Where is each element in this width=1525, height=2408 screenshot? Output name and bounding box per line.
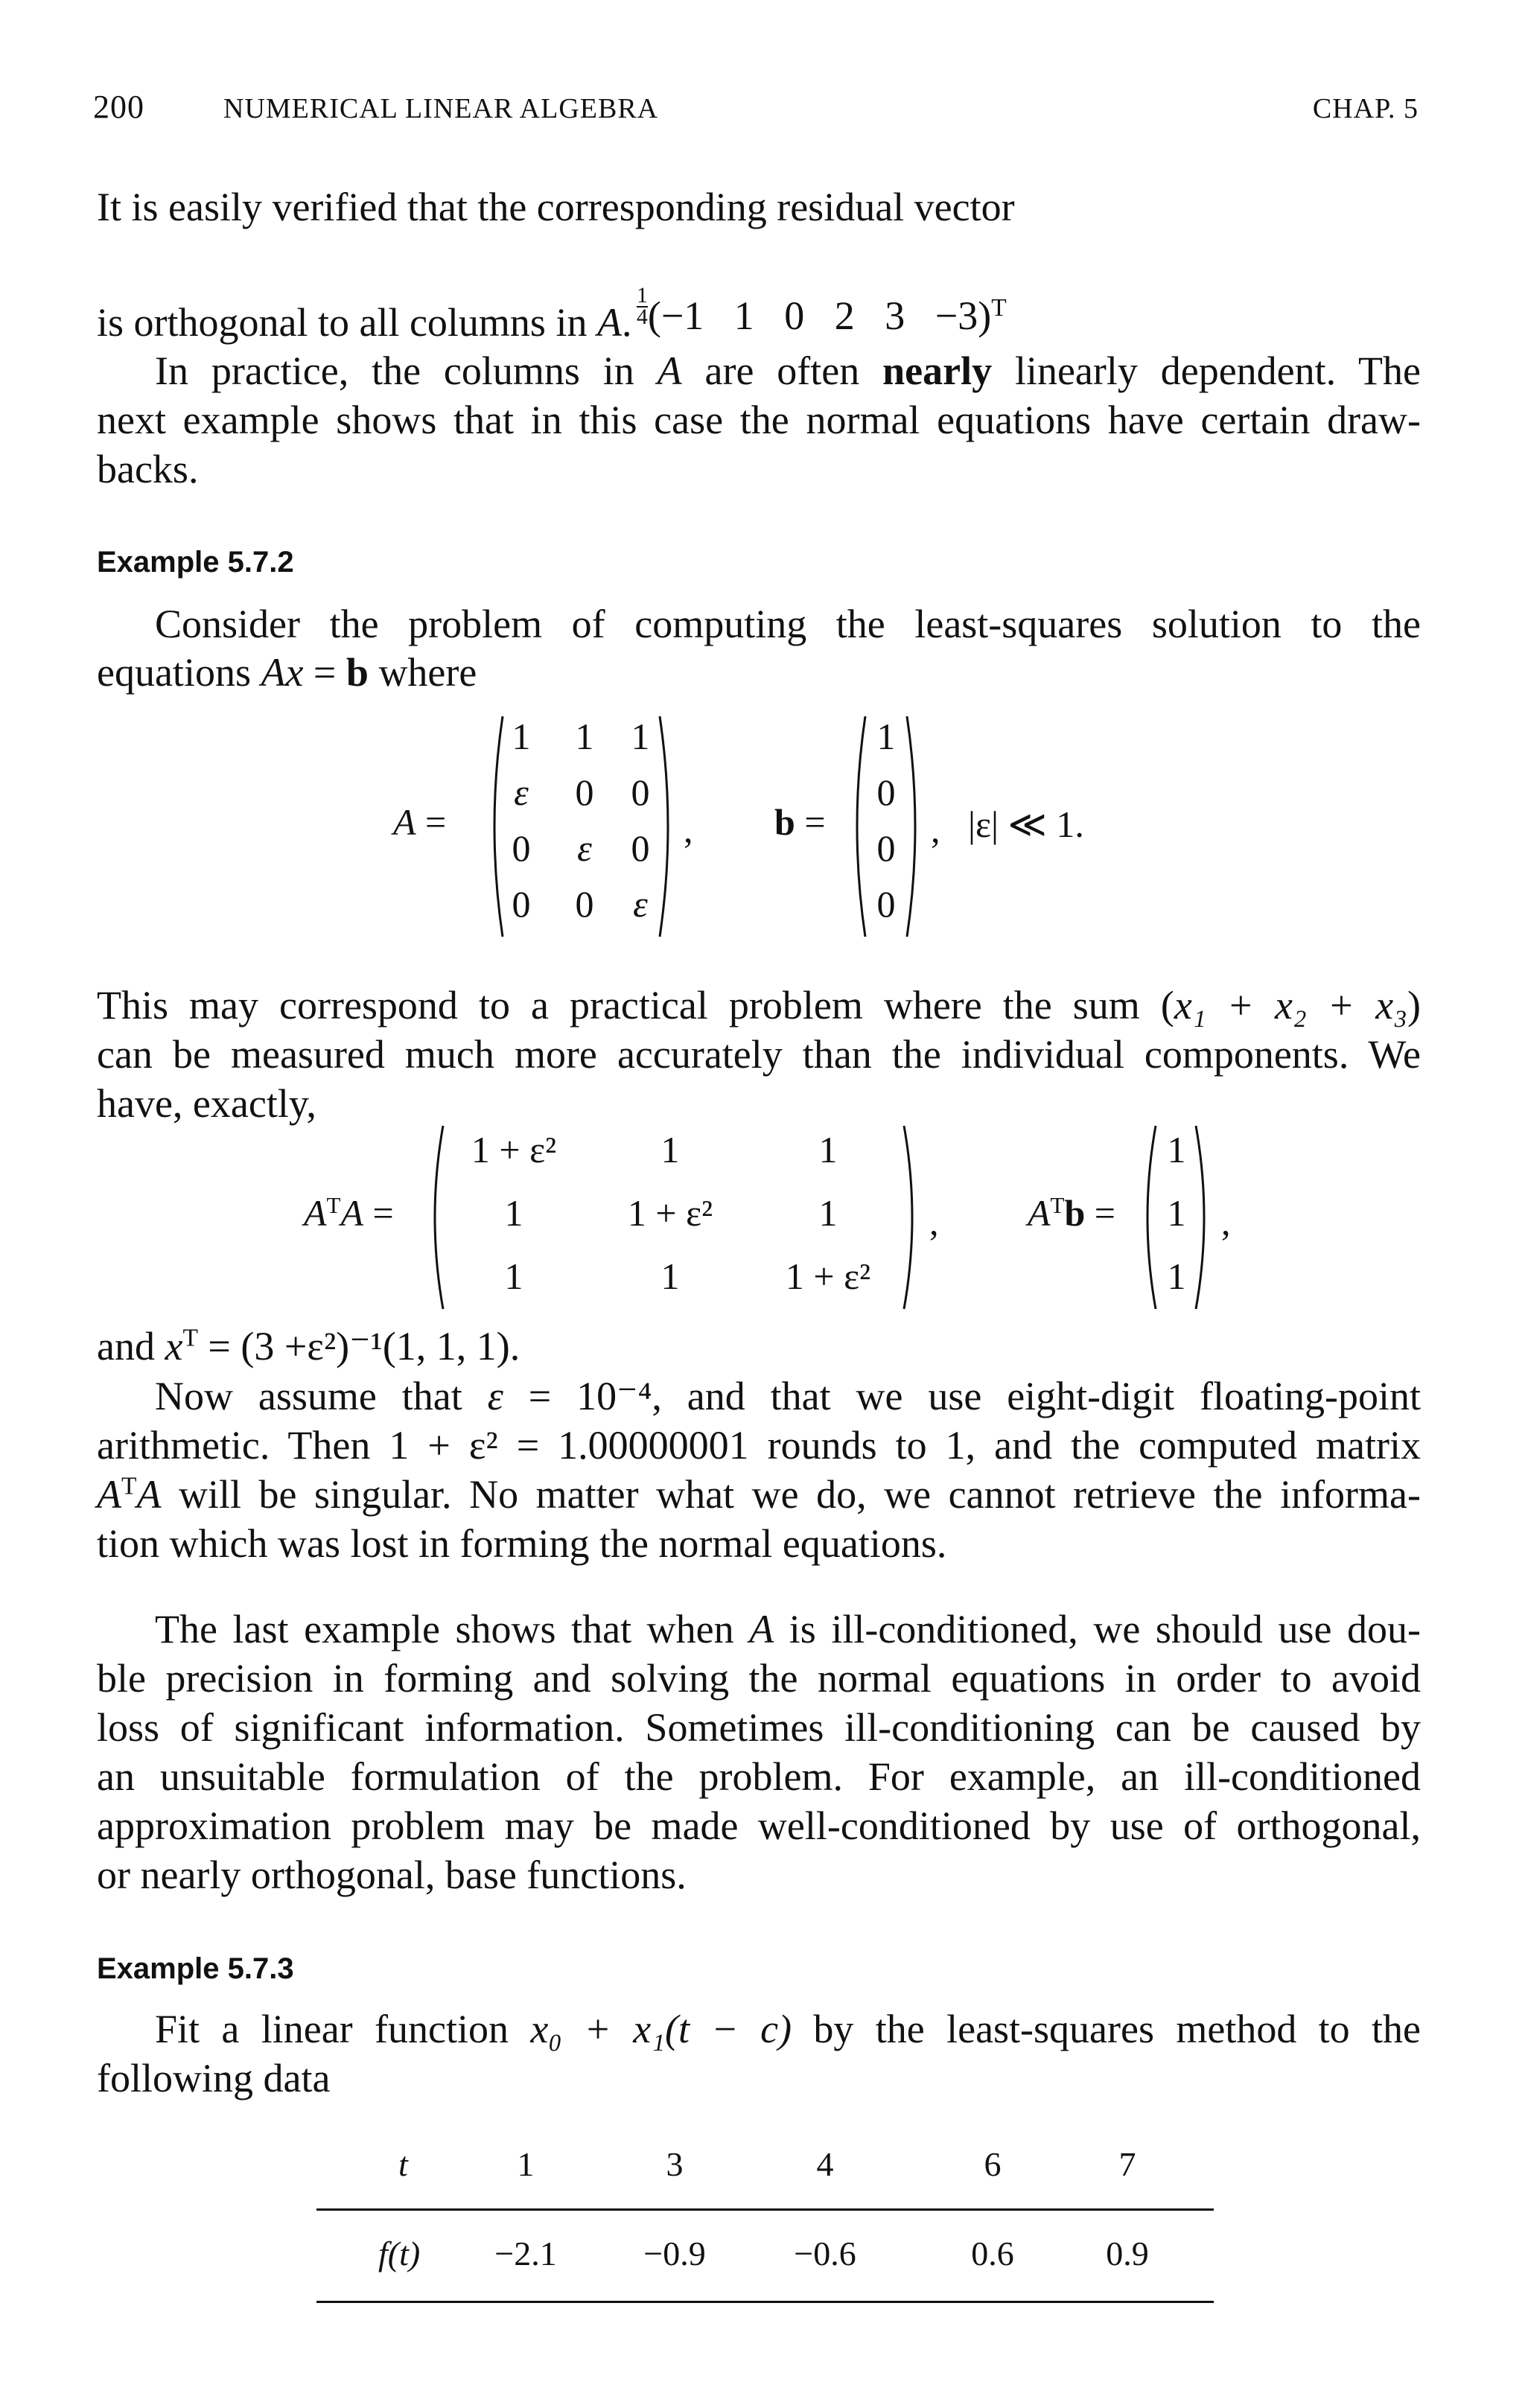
bracket-left [421,1124,451,1310]
example-text-line: equations Ax = b where [97,650,477,695]
body-line: Now assume that ε = 10⁻⁴, and that we use eight-digit floating-point [155,1374,1421,1418]
body-line: This may correspond to a practical problem where the sum (x₁ + x₂ + x₃) [97,983,1421,1028]
example-heading: Example 5.7.3 [97,1952,294,1985]
bracket-left [480,715,510,938]
body-line: approximation problem may be made well-conditioned by use of orthogonal, [97,1803,1421,1848]
body-line: Fit a linear function x₀ + x₁(t − c) by the least-squares method to the [155,2007,1421,2051]
table-row-label: f(t) [378,2235,421,2272]
label-ATA: $A^TA$ = [304,1191,394,1234]
body-line: or nearly orthogonal, base functions. [97,1853,687,1897]
comma: , [929,1201,939,1243]
matrix-ATA: 1 + ε² 1 1 1 1 + ε² 1 1 1 1 + ε² [471,1129,871,1297]
body-line: following data [97,2056,331,2100]
body-line: an unsuitable formulation of the problem. For example, an ill-conditioned [97,1754,1421,1799]
fraction-quarter: $\frac{1}{4}$ [637,284,648,329]
vector-b: 1 0 0 0 [876,716,896,925]
label-A: A = [393,801,447,843]
practice-line-1: In practice, the columns in A are often nearly linearly dependent. The [155,348,1421,393]
bracket-right [1191,1124,1221,1310]
table-cell: 0.9 [1106,2235,1149,2272]
matrix-A: 1 1 1 ε 0 0 0 ε 0 0 0 ε [512,716,650,925]
chapter-label: CHAP. 5 [1312,93,1419,124]
body-line: The last example shows that when A is ill-conditioned, we should use dou- [155,1607,1421,1651]
label-ATb: $A^Tb$ = [1028,1191,1115,1234]
table-row-label: t [398,2145,408,2183]
table-cell: 3 [666,2145,684,2183]
practice-line-2: next example shows that in this case the normal equations have certain draw- [97,398,1421,442]
comma: , [1221,1201,1231,1243]
body-line: have, exactly, [97,1081,316,1126]
solution-line: and $x^T = (3 +\varepsilon^2)^{-1}(1$, 1, 1). [97,1324,520,1369]
body-line: $A^TA$ will be singular. No matter what we do, we cannot retrieve the informa- [97,1472,1421,1517]
page-number: 200 [93,89,144,125]
residual-vector: $\frac{1}{4}$ (−1 1 0 2 3 −3)$^T$ [637,284,1007,339]
table-cell: 7 [1118,2145,1136,2183]
table-rule [316,2208,1214,2211]
table-cell: 6 [984,2145,1002,2183]
table-cell: 0.6 [971,2235,1014,2272]
body-line: arithmetic. Then 1 + ε² = 1.00000001 rounds to 1, and the computed matrix [97,1423,1421,1468]
label-b: b = [774,801,826,843]
body-line: can be measured much more accurately than the individual components. We [97,1032,1421,1077]
comma: , [931,809,940,850]
epsilon-condition: |ε| ≪ 1. [968,803,1084,845]
body-line: ble precision in forming and solving the normal equations in order to avoid [97,1656,1421,1701]
bracket-right [902,715,932,938]
example-heading: Example 5.7.2 [97,546,294,579]
practice-line-3: backs. [97,447,199,491]
example-text-line: Consider the problem of computing the least-squares solution to the [155,602,1421,646]
body-line: loss of significant information. Sometimes ill-conditioning can be caused by [97,1705,1421,1750]
comma: , [684,809,693,850]
bracket-right [900,1124,929,1310]
orthogonal-line: is orthogonal to all columns in A. [97,300,632,345]
bracket-right [655,715,685,938]
body-line: tion which was lost in forming the normal equations. [97,1521,947,1566]
table-cell: −2.1 [494,2235,557,2272]
vector-ATb: 1 1 1 [1167,1129,1186,1297]
running-title: NUMERICAL LINEAR ALGEBRA [223,93,659,124]
table-cell: −0.6 [794,2235,856,2272]
table-rule [316,2301,1214,2303]
table-cell: −0.9 [643,2235,706,2272]
table-cell: 1 [517,2145,535,2183]
intro-line: It is easily verified that the corresponding residual vector [97,185,1015,229]
table-cell: 4 [816,2145,834,2183]
